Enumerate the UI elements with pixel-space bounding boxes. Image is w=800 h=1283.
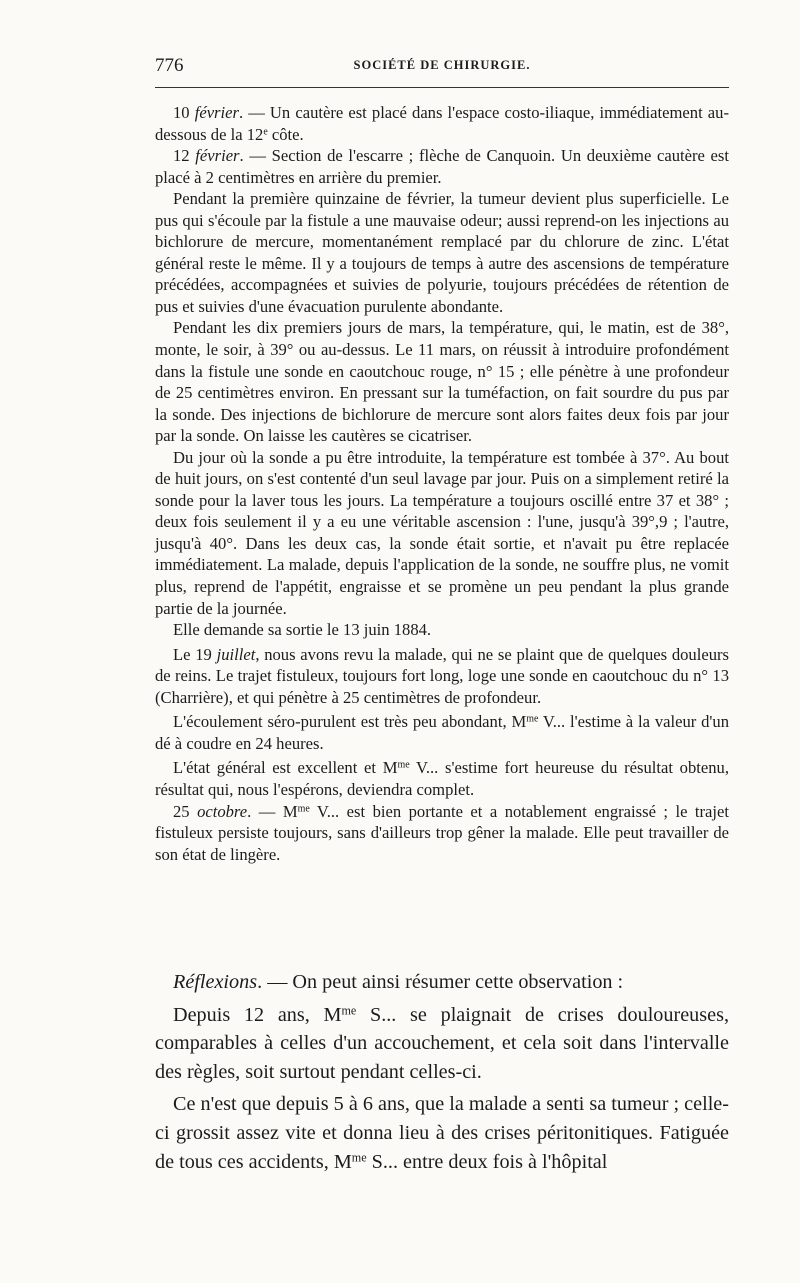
paragraph — [155, 757, 729, 800]
text-run: S... se plaignait de crises douloureuses, comparables à celles d'un accouchement, et cela soit dans l'intervalle des règles, soit surtout pendant celles-ci. — [155, 1003, 729, 1083]
running-title: SOCIÉTÉ DE CHIRURGIE. — [353, 58, 531, 72]
text-run: Pendant la première quinzaine de février, la tumeur devient plus superficielle. Le pus qui s'écoule par la fistule a une mauvaise odeur; aussi reprend-on les injections au bichlorure de mercure, momentanément remplacé par du chlorure de zinc. L'état général reste le même. Il y a toujours de temps à autre des ascensions de température précédées, accompagnées et suivies de polyurie, toujours précédées de rétention de pus et suivies d'une évacuation purulente abondante. — [155, 189, 729, 316]
text-run: V... est bien portante et a notablement engraissé ; le trajet fistuleux persiste toujours, sans d'ailleurs trop gêner la malade. Elle peut travailler de son état de lingère. — [155, 801, 730, 864]
text-run: Elle demande sa sortie le 13 juin 1884. — [173, 620, 432, 640]
text-run: juillet — [216, 644, 256, 664]
text-run: Pendant les dix premiers jours de mars, la température, qui, le matin, est de 38°, monte, le soir, à 39° ou au-dessus. Le 11 mars, on réussit à introduire profondément dans la fistule une sonde en caoutchouc rouge, n° 15 ; elle pénètre à une profondeur de 25 centimètres environ. En pressant sur la tuméfaction, on fait sourdre du pus par la sonde. Des injections de bichlorure de mercure sont alors faites deux fois par jour par la sonde. On laisse les cautères se cicatriser. — [155, 318, 729, 446]
paragraph — [155, 317, 729, 446]
text-run: . — On peut ainsi résumer cette observation : — [257, 971, 624, 993]
text-run: me — [526, 713, 539, 725]
observation-text — [155, 102, 729, 865]
text-run: me — [351, 1149, 367, 1164]
text-run: Du jour où la sonde a pu être introduite, la température est tombée à 37°. Au bout de huit jours, on s'est contenté d'un seul lavage par jour. Puis on a simplement retiré la sonde pour la laver tous les jours. La température a toujours oscillé entre 37 et 38° ; deux fois seulement il y a eu une véritable ascension : l'une, jusqu'à 39°,9 ; l'autre, jusqu'à 40°. Dans les deux cas, la sonde était sortie, et n'avait pu être replacée immédiatement. La malade, depuis l'application de la sonde, ne souffre plus, ne vomit plus, reprend de l'appétit, engraisse et se promène un peu pendant la plus grande partie de la journée. — [155, 447, 729, 618]
reflexion-paragraph — [155, 968, 729, 997]
paragraph — [155, 102, 729, 145]
reflexion-paragraph — [155, 1001, 729, 1087]
text-run: S... entre deux fois à l'hôpital — [366, 1150, 608, 1173]
text-run: , nous avons revu la malade, qui ne se plaint que de quelques douleurs de reins. Le trajet fistuleux, toujours fort long, loge une sonde en caoutchouc du n° 13 (Charrière), et qui pénètre à 25 centimètres de profondeur. — [155, 644, 729, 707]
text-run: octobre — [197, 801, 248, 821]
text-run: 10 — [173, 103, 195, 122]
text-run: février — [195, 146, 240, 166]
reflexions-text — [155, 964, 729, 1176]
text-run: me — [341, 1002, 357, 1017]
text-run: Réflexions — [173, 971, 258, 993]
text-run: . — Un cautère est placé dans l'espace costo-iliaque, immédiatement au-dessous de la 12 — [155, 103, 729, 144]
text-run: . — Section de l'escarre ; flèche de Canquoin. Un deuxième cautère est placé à 2 centimètres en arrière du premier. — [155, 146, 729, 187]
header-rule — [155, 87, 729, 88]
text-run: Le 19 — [173, 644, 217, 664]
text-run: L'état général est excellent et M — [173, 758, 398, 778]
paragraph — [155, 801, 729, 866]
paragraph — [155, 644, 729, 709]
text-run: V... s'estime fort heureuse du résultat obtenu, résultat qui, nous l'espérons, deviendra complet. — [155, 758, 729, 799]
text-run: Depuis 12 ans, M — [173, 1003, 342, 1026]
text-run: me — [297, 803, 310, 815]
text-run: V... l'estime à la valeur d'un dé à coudre en 24 heures. — [155, 712, 729, 753]
running-head — [155, 55, 729, 81]
page-number: 776 — [155, 55, 184, 76]
text-run: L'écoulement séro-purulent est très peu abondant, M — [173, 712, 527, 732]
text-run: côte. — [267, 124, 304, 144]
text-run: 25 — [173, 801, 198, 821]
paragraph — [155, 145, 729, 188]
paragraph — [155, 447, 729, 619]
text-run: me — [397, 759, 410, 771]
paragraph — [155, 188, 729, 317]
reflexion-paragraph — [155, 1090, 729, 1176]
text-run: . — M — [247, 801, 298, 821]
paragraph — [155, 619, 729, 641]
text-run: e — [263, 126, 268, 138]
text-run: 12 — [173, 146, 196, 166]
paragraph — [155, 711, 729, 754]
text-run: février — [194, 103, 239, 122]
text-run: Ce n'est que depuis 5 à 6 ans, que la malade a senti sa tumeur ; celle-ci grossit assez vite et donna lieu à des crises péritonitiques. Fatiguée de tous ces accidents, M — [155, 1093, 729, 1173]
